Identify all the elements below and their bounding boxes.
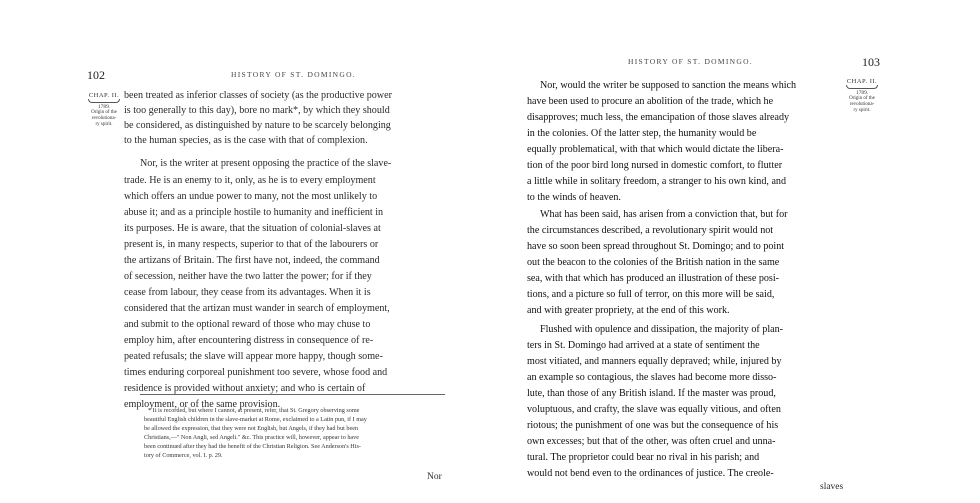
text-line: of secession, neither have the two latter the power; for if they: [124, 271, 372, 282]
text-line: employ him, after encountering distress in consequence of re-: [124, 335, 374, 346]
running-head: HISTORY OF ST. DOMINGO.: [628, 57, 753, 66]
right-page: [490, 0, 980, 503]
footnote-line: beautiful English children in the slave-market at Rome, exclaimed to a Latin pun, if I may: [144, 416, 367, 423]
text-line: most vitiated, and manners equally depraved; while, injured by: [527, 356, 782, 367]
text-line: tion of the poor bird long nursed in domestic comfort, to flutter: [527, 160, 783, 171]
text-line: the circumstances described, a revolutionary spirit would not: [527, 225, 774, 236]
text-line: Nor, is the writer at present opposing the practice of the slave-: [140, 158, 392, 169]
footnote-line: been continued after they had the benefit of the Christian Religion. See Anderson's His-: [144, 443, 361, 450]
text-line: to the human species, as is the case with that of complexion.: [124, 135, 368, 146]
text-line: considered that the artizan must wander in search of employment,: [124, 303, 390, 314]
text-line: which offers an undue power to many, not the most unlikely to: [124, 191, 378, 202]
text-line: and submit to the optional reward of those who may chuse to: [124, 319, 371, 330]
page-number: 102: [87, 68, 105, 82]
margin-note: [84, 93, 124, 128]
brace-mark: [88, 99, 120, 103]
text-line: employment, or of the same provision.: [124, 399, 281, 410]
text-line: times enduring corporeal punishment too severe, whose food and: [124, 367, 388, 378]
running-head: HISTORY OF ST. DOMINGO.: [231, 70, 356, 79]
text-line: present is, in many respects, superior to that of the labourers or: [124, 239, 379, 250]
text-line: Flushed with opulence and dissipation, the majority of plan-: [540, 324, 784, 335]
text-line: tions, and a picture so full of terror, on this more will be said,: [527, 289, 775, 300]
text-line: cease from labour, they cease from its advantages. When it is: [124, 287, 371, 298]
text-line: riotous; the punishment of one was but the consequence of his: [527, 420, 779, 431]
text-line: would not bend even to the ordinances of justice. The creole-: [527, 468, 774, 479]
catchword: Nor: [427, 472, 442, 482]
footnote-line: Christians,—" Non Angli, sed Angeli." &c. This practice will, however, appear to have: [144, 434, 360, 441]
margin-chapter: CHAP. II.: [88, 92, 120, 99]
text-line: to the winds of heaven.: [527, 192, 621, 203]
footnote-line: * It is recorded, but where I cannot, at present, refer, that St. Gregory observing some: [148, 407, 360, 414]
margin-note: [840, 79, 884, 114]
margin-note-line: ry spirit.: [95, 122, 113, 127]
margin-note-line: revolutiona-: [91, 116, 117, 121]
text-line: peated refusals; the slave will appear more happy, though some-: [124, 351, 383, 362]
page-number: 103: [862, 55, 880, 69]
margin-chapter: CHAP. II.: [846, 78, 878, 85]
text-line: What has been said, has arisen from a conviction that, but for: [540, 209, 788, 220]
text-line: have been used to procure an abolition of the trade, which he: [527, 96, 774, 107]
text-line: disapproves; much less, the emancipation of those slaves already: [527, 112, 790, 123]
text-line: be considered, as distinguished by nature to be scarcely belonging: [124, 120, 391, 131]
margin-note-line: ry spirit.: [853, 108, 871, 113]
margin-note-line: Origin of the: [849, 96, 875, 101]
text-line: voluptuous, and crafty, the slave was equally vitious, and often: [527, 404, 781, 415]
text-line: out the beacon to the colonies of the British nation in the same: [527, 257, 780, 268]
text-line: residence is provided without anxiety; and who is certain of: [124, 383, 366, 394]
catchword: slaves: [820, 482, 844, 492]
text-line: sea, with that which has produced an illustration of these posi-: [527, 273, 780, 284]
text-line: tural. The proprietor could bear no rival in his parish; and: [527, 452, 760, 463]
margin-note-line: Origin of the: [91, 110, 117, 115]
text-line: an example so contagious, the slaves had become more disso-: [527, 372, 777, 383]
text-line: have so soon been spread throughout St. Domingo; and to point: [527, 241, 785, 252]
footnote-rule: [140, 394, 445, 395]
text-line: ters in St. Domingo had arrived at a state of sentiment the: [527, 340, 760, 351]
text-line: lute, than those of any British island. If the master was proud,: [527, 388, 776, 399]
brace-mark: [846, 85, 878, 89]
margin-year: 1789.: [855, 90, 869, 96]
text-line: own excesses; but that of the other, was often cruel and unna-: [527, 436, 776, 447]
text-line: equally problematical, with that which would dictate the libera-: [527, 144, 784, 155]
text-line: a little while in solitary freedom, a stranger to his own kind, and: [527, 176, 787, 187]
text-line: and with greater propriety, at the end of this work.: [527, 305, 730, 316]
text-line: trade. He is an enemy to it, only, as he is to every employment: [124, 175, 376, 186]
text-line: is too generally to this day), bore no mark*, by which they should: [124, 105, 390, 116]
margin-year: 1789.: [97, 104, 111, 110]
text-line: Nor, would the writer be supposed to sanction the means which: [540, 80, 797, 91]
text-line: in the colonies. Of the latter step, the humanity would be: [527, 128, 757, 139]
text-line: been treated as inferior classes of society (as the productive power: [124, 90, 392, 101]
text-line: the artizans of Britain. The first have not, indeed, the command: [124, 255, 380, 266]
margin-note-line: revolutiona-: [849, 102, 875, 107]
text-line: its purposes. He is aware, that the situation of colonial-slaves at: [124, 223, 381, 234]
text-line: abuse it; and as a principle hostile to humanity and inefficient in: [124, 207, 384, 218]
footnote-line: tory of Commerce, vol. I. p. 29.: [144, 452, 223, 459]
footnote-line: be allowed the expression, that they were not English, but Angels, if they had but been: [144, 425, 359, 432]
